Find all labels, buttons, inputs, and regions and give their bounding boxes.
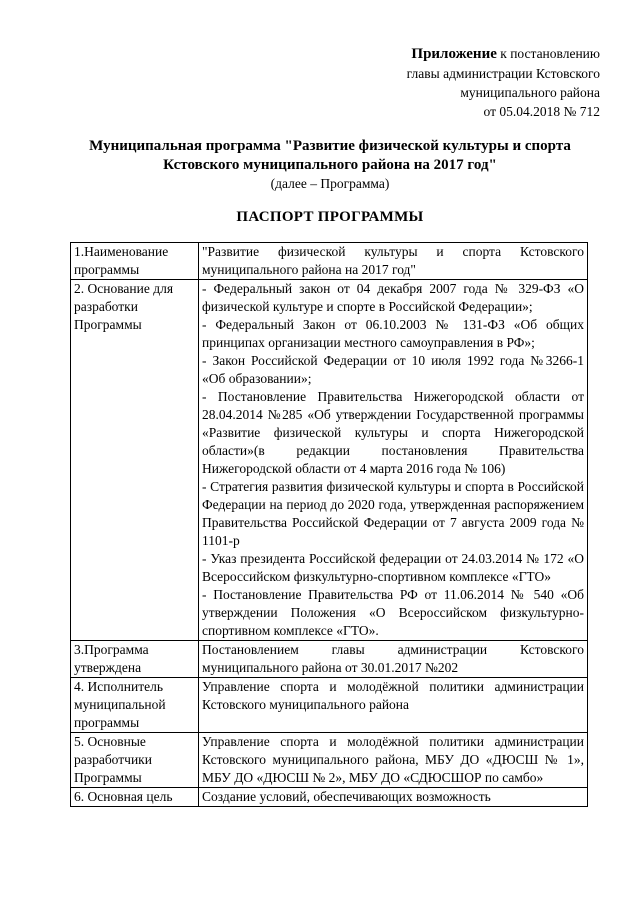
program-title: Муниципальная программа "Развитие физической культуры и спорта Кстовского муниципального района на 2017 год" (89, 138, 571, 173)
passport-title: ПАСПОРТ ПРОГРАММЫ (236, 209, 424, 225)
row-item: Управление спорта и молодёжной политики администрации Кстовского муниципального района (202, 679, 584, 712)
row-item: - Закон Российской Федерации от 10 июля 1992 года №3266-1 «Об образовании»; (202, 353, 584, 386)
row-item: Управление спорта и молодёжной политики администрации Кстовского муниципального района, МБУ ДО «ДЮСШ № 1», МБУ ДО «ДЮСШ № 2», МБУ ДО «СДЮСШОР по самбо» (202, 734, 584, 785)
row-label: 2. Основание для разработки Программы (71, 280, 199, 641)
row-value (199, 788, 588, 807)
row-value (199, 280, 588, 641)
appendix-line-4: от 05.04.2018 № 712 (483, 104, 600, 119)
appendix-line-3: муниципального района (460, 85, 600, 100)
row-label (71, 788, 199, 807)
row-label: 1.Наименование программы (71, 243, 199, 280)
passport-table (70, 242, 588, 807)
row-item: Постановлением главы администрации Кстовского муниципального района от 30.01.2017 №202 (202, 642, 584, 675)
table-row (71, 788, 588, 807)
appendix-line-1 (300, 44, 600, 64)
row-item: Создание условий, обеспечивающих возможность (202, 789, 491, 804)
appendix-lead: Приложение (411, 46, 497, 62)
table-row (71, 678, 588, 733)
table-row (71, 280, 588, 641)
row-value (199, 641, 588, 678)
row-label-text: 6. Основная цель (74, 789, 173, 804)
row-label: 5. Основные разработчики Программы (71, 733, 199, 788)
row-item: - Указ президента Российской федерации от 24.03.2014 № 172 «О Всероссийском физкультурно-спортивном комплексе «ГТО» (202, 551, 584, 584)
row-label: 4. Исполнитель муниципальной программы (71, 678, 199, 733)
table-row (71, 243, 588, 280)
program-subtitle: (далее – Программа) (270, 176, 390, 191)
row-value (199, 733, 588, 788)
row-item: - Федеральный Закон от 06.10.2003 № 131-ФЗ «Об общих принципах организации местного самоуправления в РФ»; (202, 317, 584, 350)
table-row (71, 733, 588, 788)
row-item: "Развитие физической культуры и спорта Кстовского муниципального района на 2017 год" (202, 244, 584, 277)
row-item: - Постановление Правительства Нижегородской области от 28.04.2014 №285 «Об утверждении Государственной программы «Развитие физической культуры и спорта Нижегородской области»(в редакции постановления Правительства Нижегородской области от 4 марта 2016 года № 106) (202, 389, 584, 476)
appendix-lead-rest: к постановлению (496, 46, 600, 61)
row-item: - Стратегия развития физической культуры и спорта в Российской Федерации на период до 2020 года, утвержденная распоряжением Правительства Российской Федерации от 7 августа 2009 года № 1101-р (202, 479, 584, 548)
appendix-header (300, 44, 600, 121)
appendix-line-2: главы администрации Кстовского (406, 66, 600, 81)
row-value (199, 243, 588, 280)
row-item: - Постановление Правительства РФ от 11.06.2014 № 540 «Об утверждении Положения «О Всероссийском физкультурно-спортивном комплексе «ГТО». (202, 587, 584, 638)
row-value (199, 678, 588, 733)
row-item: - Федеральный закон от 04 декабря 2007 года № 329-ФЗ «О физической культуре и спорте в Российской Федерации»; (202, 281, 584, 314)
row-label: 3.Программа утверждена (71, 641, 199, 678)
table-row (71, 641, 588, 678)
